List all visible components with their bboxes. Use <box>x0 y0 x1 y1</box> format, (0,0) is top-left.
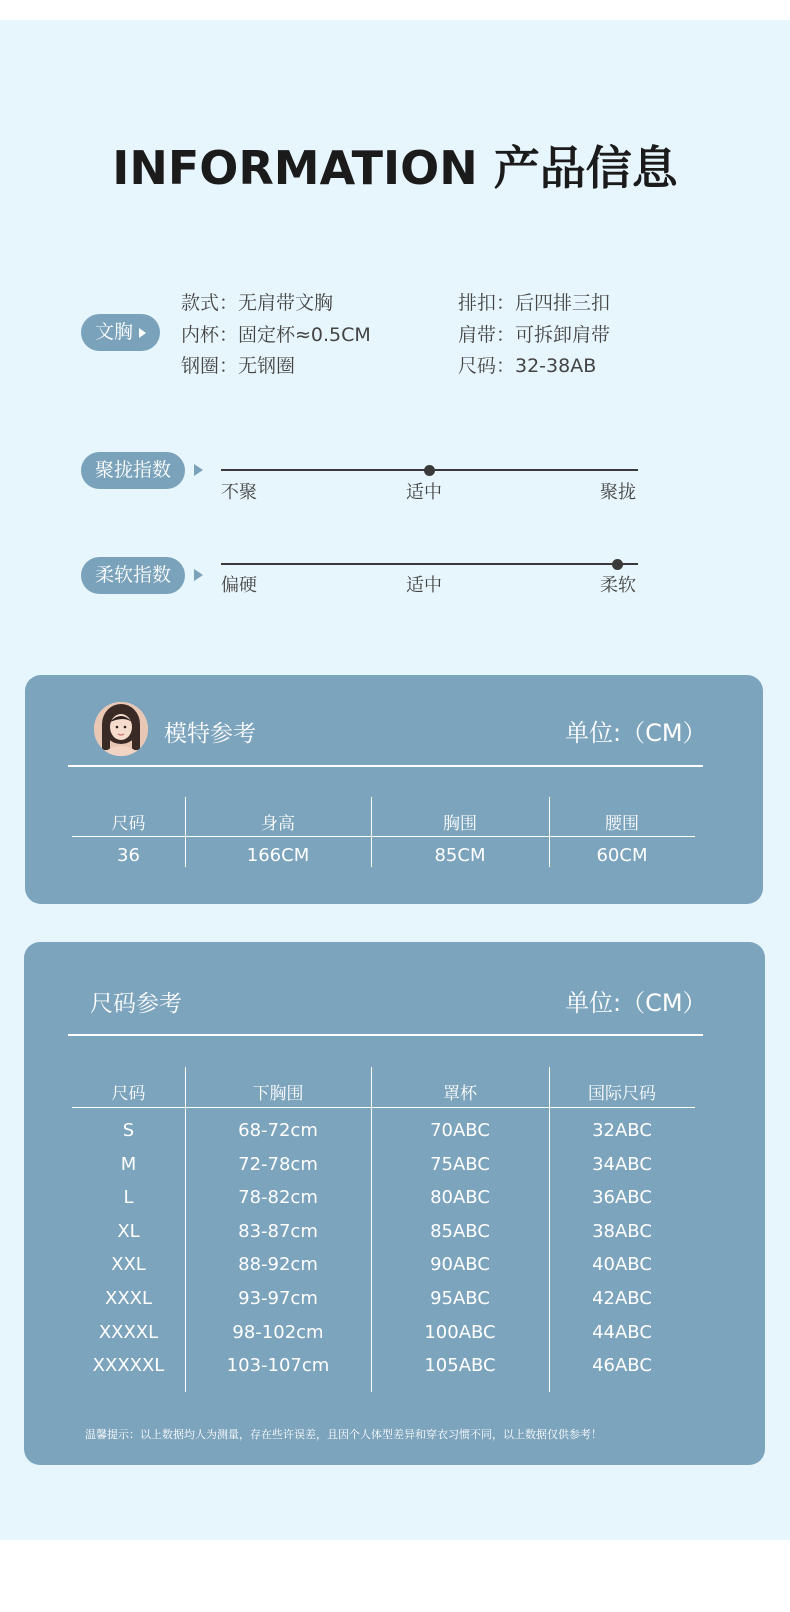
size-row-intl: 34ABC <box>592 1153 652 1175</box>
model-reference-card <box>25 675 763 904</box>
softness-scale-marker <box>612 559 623 570</box>
size-row-underbust: 98-102cm <box>232 1321 324 1343</box>
size-header-cup: 罩杯 <box>443 1084 477 1104</box>
size-header-underbust: 下胸围 <box>252 1084 304 1104</box>
softness-tag-pointer-icon <box>194 569 203 581</box>
size-row-underbust: 93-97cm <box>238 1288 318 1309</box>
size-row-cup: 100ABC <box>424 1321 496 1343</box>
model-value-size: 36 <box>117 845 140 866</box>
size-reference-card <box>24 942 765 1465</box>
size-row-intl: 32ABC <box>592 1120 652 1141</box>
page-title: INFORMATION 产品信息 <box>112 141 678 195</box>
size-row-cup: 75ABC <box>430 1153 490 1175</box>
softness-label-mid: 适中 <box>406 575 442 596</box>
size-header-divider <box>72 1107 695 1108</box>
size-row-underbust: 72-78cm <box>238 1153 318 1175</box>
size-header-size: 尺码 <box>111 1084 146 1104</box>
size-row-cup: 90ABC <box>430 1254 490 1276</box>
size-heading: 尺码参考 <box>90 991 182 1017</box>
size-row-intl: 46ABC <box>592 1355 652 1377</box>
spec-cup: 内杯：固定杯≈0.5CM <box>181 324 371 346</box>
model-header-waist: 腰围 <box>605 814 639 834</box>
model-value-height: 166CM <box>246 845 310 866</box>
size-row-intl: 36ABC <box>592 1187 652 1209</box>
size-row-underbust: 68-72cm <box>238 1120 318 1141</box>
size-row-cup: 80ABC <box>430 1187 490 1209</box>
size-row-underbust: 83-87cm <box>238 1220 318 1242</box>
size-row-intl: 42ABC <box>592 1288 652 1309</box>
spec-wire: 钢圈：无钢圈 <box>181 355 296 377</box>
model-unit: 单位:（CM） <box>565 719 707 747</box>
size-row-intl: 38ABC <box>592 1220 652 1242</box>
model-avatar <box>94 702 148 756</box>
size-row-size: XXL <box>111 1254 146 1276</box>
push-up-tag <box>81 452 185 489</box>
push-up-tag-pointer-icon <box>194 464 203 476</box>
softness-label-high: 柔软 <box>600 575 636 596</box>
push-up-scale-marker <box>424 465 435 476</box>
size-row-size: XXXL <box>104 1288 153 1309</box>
push-up-tag-label: 聚拢指数 <box>95 459 172 481</box>
model-value-bust: 85CM <box>434 845 486 866</box>
model-divider <box>68 765 703 767</box>
size-row-size: XXXXXL <box>92 1355 165 1377</box>
product-tag <box>81 314 160 351</box>
product-tag-label: 文胸 <box>95 321 134 343</box>
size-row-size: M <box>120 1153 137 1175</box>
push-up-label-high: 聚拢 <box>600 482 636 503</box>
model-heading: 模特参考 <box>164 721 256 747</box>
push-up-label-low: 不聚 <box>221 482 257 503</box>
size-row-intl: 40ABC <box>592 1254 652 1276</box>
model-header-divider <box>72 836 695 837</box>
size-row-cup: 70ABC <box>430 1120 490 1141</box>
size-row-cup: 95ABC <box>430 1288 490 1309</box>
softness-tag <box>81 557 185 594</box>
size-note: 温馨提示：以上数据均人为测量，存在些许误差，且因个人体型差异和穿衣习惯不同，以上数据仅供参考！ <box>85 1428 602 1441</box>
size-header-intl: 国际尺码 <box>588 1084 656 1104</box>
push-up-label-mid: 适中 <box>406 482 442 503</box>
play-arrow-icon <box>139 328 146 338</box>
size-row-cup: 85ABC <box>430 1220 490 1242</box>
softness-tag-label: 柔软指数 <box>95 564 172 586</box>
softness-scale-line <box>221 563 638 565</box>
model-header-bust: 胸围 <box>443 814 477 834</box>
size-row-size: S <box>122 1120 135 1141</box>
spec-strap: 肩带：可拆卸肩带 <box>458 324 611 346</box>
size-row-underbust: 103-107cm <box>226 1355 330 1377</box>
model-value-waist: 60CM <box>596 845 648 866</box>
spec-hook: 排扣：后四排三扣 <box>458 292 611 314</box>
size-row-size: XXXXL <box>98 1321 159 1343</box>
size-unit: 单位:（CM） <box>565 989 707 1017</box>
spec-style: 款式：无肩带文胸 <box>181 292 334 314</box>
size-row-underbust: 78-82cm <box>238 1187 318 1209</box>
size-row-intl: 44ABC <box>592 1321 652 1343</box>
size-divider <box>68 1034 703 1036</box>
softness-label-low: 偏硬 <box>221 575 257 596</box>
model-header-height: 身高 <box>261 814 295 834</box>
size-row-underbust: 88-92cm <box>238 1254 318 1276</box>
size-row-size: L <box>123 1187 134 1209</box>
size-row-cup: 105ABC <box>424 1355 496 1377</box>
size-row-size: XL <box>117 1220 140 1242</box>
spec-size: 尺码：32-38AB <box>458 355 597 377</box>
model-header-size: 尺码 <box>111 814 146 834</box>
